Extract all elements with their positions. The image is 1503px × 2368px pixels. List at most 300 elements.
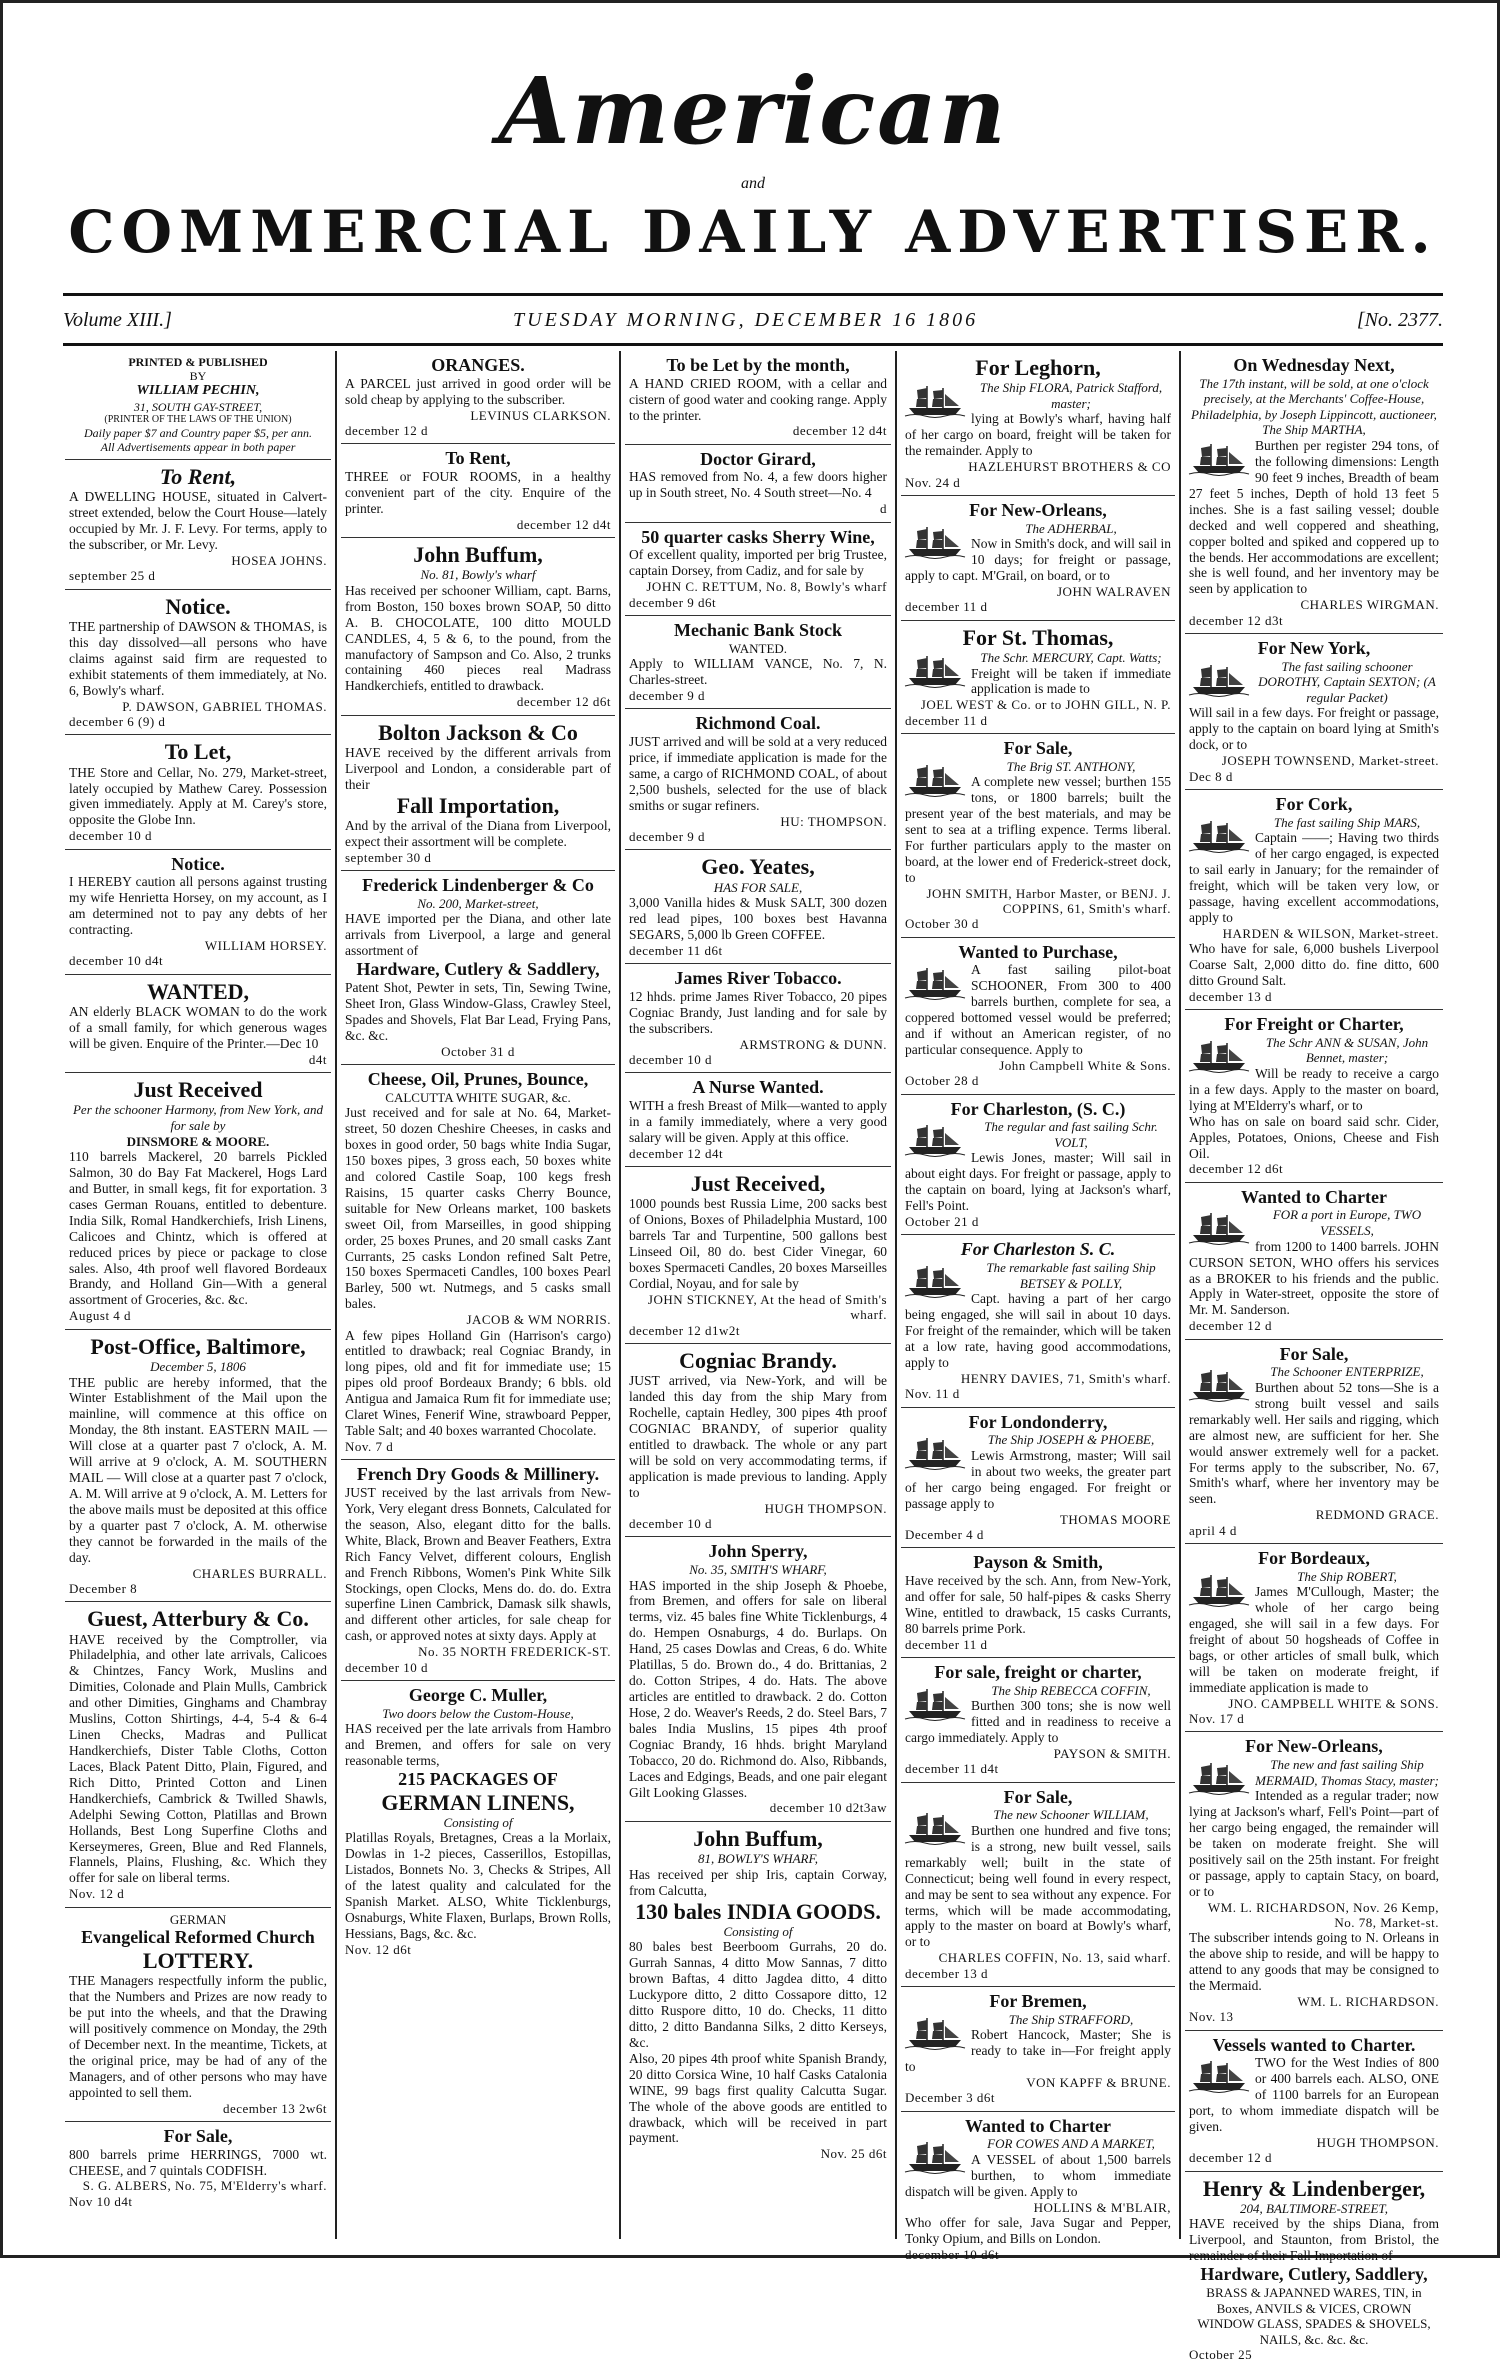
ad-body: Intended as a regular trader; now lying at Jackson's wharf, Fell's Point—part of her cargo being engaged, the remainder will be taken on moderate freight. She will positively sail on the 25th instant. For freight or passage, apply to captain Stacy, on board, or to — [1189, 1788, 1439, 1899]
ad-body: Now in Smith's dock, and will sail in 10 days; for freight or passage, apply to capt. M'Grail, on board, or to — [905, 536, 1171, 584]
ship-icon — [1189, 2057, 1249, 2093]
ad-subheading: The Ship FLORA, Patrick Stafford, master; — [979, 380, 1163, 411]
ad-subheading: The remarkable fast sailing Ship BETSEY & POLLY, — [986, 1260, 1156, 1291]
ad-date: december 10 d2t3aw — [769, 1800, 887, 1816]
advertisement — [65, 850, 331, 975]
ad-date: december 11 d4t — [905, 1761, 999, 1777]
ad-signature: P. DAWSON, GABRIEL THOMAS. — [122, 698, 327, 714]
advertisement — [625, 850, 891, 964]
ad-list: BRASS & JAPANNED WARES, TIN, in Boxes, ANVILS & VICES, CROWN WINDOW GLASS, SPADES & SHOVELS, NAILS, &c. &c. &c. — [1197, 2284, 1431, 2347]
ship-advertisement — [1185, 1340, 1443, 1544]
ad-heading: Doctor Girard, — [700, 448, 816, 469]
ad-heading: For Charleston S. C. — [960, 1239, 1116, 1260]
ad-body: 800 barrels prime HERRINGS, 7000 wt. CHEESE, and 7 quintals CODFISH. — [69, 2146, 327, 2178]
ad-heading: Just Received, — [690, 1171, 826, 1197]
volume-label: Volume XIII.] — [63, 309, 172, 331]
ad-date: October 30 d — [905, 916, 979, 932]
ad-heading: For Bremen, — [989, 1990, 1087, 2011]
ad-body: JUST arrived and will be sold at a very reduced price, if immediate application is made for the same, a cargo of RICHMOND COAL, of about 2,500 bushels, selected for the use of black smiths or sugar refiners. — [629, 733, 887, 813]
ad-heading: Henry & Lindenberger, — [1202, 2175, 1426, 2201]
ship-icon — [1189, 1571, 1249, 1607]
advertisement — [341, 444, 615, 538]
ship-advertisement — [901, 1783, 1175, 1987]
ad-body: THE Managers respectfully inform the public, that the Numbers and Prizes are now ready to be put into the wheels, and that the Drawing will positively commence on Monday, the 29th of December next. In the meantime, Tickets, at the original price, may be had of any of the Managers, and of other persons who may have appointed to sell them. — [69, 1973, 327, 2100]
ad-heading: For New-Orleans, — [1245, 1736, 1383, 1757]
ad-date: december 9 d — [629, 687, 706, 703]
ad-date: October 28 d — [905, 1073, 979, 1089]
ad-date: Nov. 11 d — [905, 1386, 960, 1402]
ad-date: October 31 d — [441, 1043, 515, 1059]
advertisement — [625, 964, 891, 1073]
ad-subheading: The ADHERBAL, — [1025, 520, 1117, 536]
advertisement — [65, 1908, 331, 2122]
advertisement — [65, 975, 331, 1073]
ad-heading: To be Let by the month, — [666, 355, 850, 375]
ad-body: Burthen one hundred and five tons; is a strong, new built vessel, sails remarkably well; built in the state of Connecticut; being well found in every respect, and may be sent to sea without any expence. For terms, which will be made accommodating, apply to the master on board at Bowly's wharf, or to — [905, 1822, 1171, 1950]
imprint-line: (PRINTER OF THE LAWS OF THE UNION) — [104, 413, 292, 425]
ad-body: Just received and for sale at No. 64, Market-street, 50 dozen Cheshire Cheeses, in casks and boxes in good order, 50 bags white India Sugar, 150 boxes pipes, 3 gross each, 50 boxes white and colored Castile Soap, 100 kegs fresh Raisins, 15 quarter casks Cherry Bounce, suitable for New Orleans market, 100 baskets sweet Oil, from Marseilles, in good shipping order, 25 boxes Prunes, and 20 small casks Zant Currants, 25 casks London refined Salt Petre, 150 boxes Spermaceti Candles, 100 boxes Pearl Barley, 500 wt. Nutmegs, and 5 casks small bales. — [345, 1105, 611, 1312]
ad-body: HAVE imported per the Diana, and other late arrivals from Liverpool, a large and general assortment of — [345, 911, 611, 959]
ad-heading: Notice. — [171, 853, 225, 874]
advertisement — [65, 2122, 331, 2214]
column-2 — [341, 351, 615, 2239]
ad-heading: For Londonderry, — [968, 1411, 1108, 1432]
ad-date: October 25 — [1189, 2347, 1253, 2363]
ad-body: James M'Cullough, Master; the whole of her cargo being engaged, she will sail in a few days. For freight of about 50 hogsheads of Coffee in bags, or other articles of small bulk, which will be taken on moderate freight, if immediate application is made to — [1189, 1584, 1439, 1695]
ad-body: THE Store and Cellar, No. 279, Market-street, lately occupied by Mathew Carey. Possession given immediately. Apply at M. Carey's store, opposite the Globe Inn. — [69, 764, 327, 828]
ad-subheading: The Schr. MERCURY, Capt. Watts; — [980, 649, 1162, 665]
ad-heading: GERMAN — [169, 1911, 227, 1927]
ad-body: Burthen about 52 tons—She is a strong built vessel and sails remarkably well. Her sails and rigging, which are almost new, are sufficient for her. She would answer extremely well for a packet. For terms apply to the subscriber, No. 67, Smith's wharf, where her inventory may be seen. — [1189, 1379, 1439, 1507]
masthead-and: and — [741, 175, 765, 192]
ad-date: October 21 d — [905, 1214, 979, 1230]
ship-advertisement — [1185, 1732, 1443, 2030]
ad-signature: CHARLES WIRGMAN. — [1300, 597, 1439, 613]
ad-heading: French Dry Goods & Millinery. — [356, 1464, 600, 1485]
ad-date: december 10 d6t — [905, 2246, 1000, 2262]
ad-signature: HU: THOMPSON. — [780, 813, 887, 829]
advertisement — [901, 1548, 1175, 1658]
ad-body: JUST arrived, via New-York, and will be landed this day from the ship Mary from Rochelle, captain Hedley, 300 pipes 4th proof COGNIAC BRANDY, of superior quality entitled to drawback. The whole or any part will be sold on very accommodating terms, if application is made previous to landing. Apply to — [629, 1373, 887, 1500]
ad-signature: HENRY DAVIES, 71, Smith's wharf. — [960, 1370, 1171, 1386]
ad-date: Nov. 7 d — [345, 1438, 394, 1454]
ad-body: THREE or FOUR ROOMS, in a healthy convenient part of the city. Enquire of the printer. — [345, 468, 611, 516]
ad-date: december 11 d — [905, 1636, 988, 1652]
ad-body: Lewis Jones, master; Will sail in about eight days. For freight or passage, apply to the captain on board, lying at Jackson's wharf, Fell's Point. — [905, 1150, 1171, 1214]
ship-icon — [905, 1434, 965, 1470]
ad-subheading: The Ship ROBERT, — [1297, 1568, 1397, 1584]
column-4 — [901, 351, 1175, 2262]
column-divider — [895, 351, 897, 2239]
ad-heading: Mechanic Bank Stock — [673, 619, 842, 640]
ad-signature: JOHN SMITH, Harbor Master, or BENJ. J. COPPINS, 61, Smith's wharf. — [926, 885, 1171, 917]
ad-date: december 10 d — [629, 1052, 713, 1067]
ad-date: december 11 d — [905, 712, 988, 728]
ad-signature: HAZLEHURST BROTHERS & CO — [968, 459, 1171, 475]
imprint-line: 31, SOUTH GAY-STREET, — [133, 399, 263, 414]
ad-heading: Wanted to Charter — [965, 2115, 1111, 2136]
ad-body: Will be ready to receive a cargo in a few days. Apply to the master on board, lying at M'Elderry's wharf, or to — [1189, 1065, 1439, 1113]
advertisement — [341, 1065, 615, 1460]
ad-body: A PARCEL just arrived in good order will be sold cheap by applying to the subscriber. — [345, 375, 611, 407]
advertisement — [341, 538, 615, 716]
ad-heading: 50 quarter casks Sherry Wine, — [641, 526, 875, 547]
ad-date: april 4 d — [1189, 1522, 1237, 1538]
ad-date: d — [880, 501, 887, 517]
column-divider — [335, 351, 337, 2239]
ad-signature: HOLLINS & M'BLAIR, — [1033, 2199, 1171, 2215]
ad-date: Nov. 25 d6t — [820, 2146, 887, 2162]
ad-date: december 10 d4t — [69, 953, 164, 969]
ad-heading: Richmond Coal. — [695, 713, 821, 734]
ad-subheading: The Ship STRAFFORD, — [1008, 2011, 1134, 2027]
ad-heading: James River Tobacco. — [674, 968, 842, 989]
ad-signature: CHARLES COFFIN, No. 13, said wharf. — [938, 1950, 1171, 1966]
ad-body: Who offer for sale, Java Sugar and Pepper, Tonky Opium, and Bills on London. — [905, 2215, 1171, 2246]
ad-date: september 30 d — [345, 849, 432, 865]
ad-date: December 8 — [69, 1580, 138, 1596]
ad-date: december 6 (9) d — [69, 713, 166, 729]
ad-date: december 12 d — [1189, 1318, 1273, 1334]
ad-heading: For Charleston, (S. C.) — [950, 1098, 1126, 1119]
ad-signature: HUGH THOMPSON. — [1316, 2134, 1439, 2150]
ship-advertisement — [901, 2112, 1175, 2268]
ad-body: Freight will be taken if immediate application is made to — [971, 665, 1171, 697]
ad-body: A few pipes Holland Gin (Harrison's cargo) entitled to drawback; real Cogniac Brandy, in long pipes, old and fit for immediate use; 15 pipes old proof Bordeaux Brandy; 6 bbls. old Antigua and Jamaica Rum fit for immediate use; Claret Wines, Fenerif Wine, strawboard Pepper, Table Salt; and 40 boxes warranted Chocolate. — [345, 1327, 611, 1439]
ship-advertisement — [1185, 790, 1443, 1010]
ad-body: The subscriber intends going to N. Orleans in the above ship to reside, and will be happy to attend to any goods that may be consigned to the Mermaid. — [1189, 1930, 1439, 1994]
ad-date: december 11 d6t — [629, 942, 723, 958]
ship-icon — [905, 2138, 965, 2174]
ad-subheading: FOR a port in Europe, TWO VESSELS, — [1272, 1207, 1422, 1239]
ad-list: Platillas Royals, Bretagnes, Creas a la Morlaix, Dowlas in 1-2 pieces, Casserillos, Estopillas, Listados, Bonnets No. 3, Checks & Stripes, All of the latest quality and calculated for the Spanish Market. ALSO, White Ticklenburgs, Osnaburgs, White Flaxen, Burlaps, Brown Rolls, Hessians, Bags, &c. &c. — [345, 1830, 611, 1942]
ad-subheading: WANTED. — [728, 640, 788, 656]
advertisement — [1185, 2172, 1443, 2368]
ad-subheading: The Brig ST. ANTHONY, — [1006, 758, 1136, 774]
ad-body: Will sail in a few days. For freight or passage, apply to the captain on board lying at Smith's dock, or to — [1189, 705, 1439, 753]
imprint-line: PRINTED & PUBLISHED — [128, 355, 268, 369]
ad-subheading: Per the schooner Harmony, from New York, and for sale by — [72, 1102, 323, 1133]
ad-heading: Hardware, Cutlery & Saddlery, — [356, 959, 600, 980]
ad-list: Patent Shot, Pewter in sets, Tin, Sewing Twine, Sheet Iron, Glass Window-Glass, Crawley Steel, Spades and Shovels, Flat Bar Lead, Frying Pans, &c. &c. — [345, 979, 611, 1043]
ad-body: AN elderly BLACK WOMAN to do the work of a small family, for which generous wages will be given. Enquire of the Printer.—Dec 10 — [69, 1003, 327, 1051]
ad-heading: To Rent, — [445, 448, 511, 469]
advertisement — [65, 735, 331, 849]
ad-heading: Guest, Atterbury & Co. — [87, 1606, 309, 1632]
advertisement — [65, 460, 331, 590]
ad-date: december 9 d — [629, 828, 706, 844]
ad-date: december 12 d — [1189, 2150, 1273, 2166]
imprint-line: BY — [189, 369, 207, 384]
ad-date: december 12 d4t — [792, 423, 887, 439]
ship-advertisement — [1185, 634, 1443, 790]
ad-signature: HARDEN & WILSON, Market-street. — [1222, 925, 1439, 941]
ship-icon — [905, 1685, 965, 1721]
ad-heading: To Rent, — [159, 464, 237, 490]
ad-signature: JOHN WALRAVEN — [1057, 583, 1171, 599]
ad-body: 110 barrels Mackerel, 20 barrels Pickled Salmon, 30 do Bay Fat Mackerel, Hogs Lard and Butter, in small kegs, fit for exportation. 3 cases German Rouans, entitled to debenture. India Silk, Romal Handkerchiefs, Irish Linens, Calicoes and Chintz, which is offered at reduced prices by piece or package to close sales. Also, 4th proof well flavored Bordeaux Brandy, and Holland Gin—With a general assortment of Groceries, &c. &c. — [69, 1149, 327, 1308]
ad-heading: Hardware, Cutlery, Saddlery, — [1200, 2264, 1428, 2285]
ad-heading: For Leghorn, — [975, 355, 1101, 380]
imprint — [65, 351, 331, 460]
ad-heading: GERMAN LINENS, — [381, 1789, 575, 1815]
ad-subheading: No. 35, SMITH'S WHARF, — [689, 1561, 827, 1577]
ad-signature: WILLIAM HORSEY. — [204, 937, 327, 953]
ship-icon — [905, 2014, 965, 2050]
ad-signature: No. 35 NORTH FREDERICK-ST. — [418, 1644, 611, 1660]
ad-signature: WM. L. RICHARDSON, Nov. 26 Kemp, No. 78, Market-st. — [1207, 1899, 1439, 1930]
ad-body: A fast sailing pilot-boat SCHOONER, From 300 to 400 barrels burthen, complete for sea, a coppered bottomed vessel would be preferred; and if without an American register, of no particular consequence. Apply to — [905, 962, 1171, 1058]
ad-heading: For sale, freight or charter, — [934, 1661, 1142, 1682]
ad-subheading: Two doors below the Custom-House, — [382, 1705, 574, 1721]
ad-heading: John Buffum, — [413, 541, 543, 567]
ad-date: Nov. 12 d — [69, 1886, 125, 1902]
ship-icon — [905, 382, 965, 418]
imprint-line: WILLIAM PECHIN, — [136, 383, 260, 399]
ad-body: Of excellent quality, imported per brig Trustee, captain Dorsey, from Cadiz, and for sale by — [629, 547, 887, 579]
column-3 — [625, 351, 891, 2239]
ad-heading: John Buffum, — [693, 1825, 823, 1851]
ad-heading: For Sale, — [163, 2125, 233, 2146]
ad-heading: Fall Importation, — [396, 792, 560, 818]
ship-advertisement — [901, 1987, 1175, 2112]
ad-signature: John Campbell White & Sons. — [999, 1057, 1171, 1073]
masthead-name: COMMERCIAL DAILY ADVERTISER. — [68, 198, 1438, 266]
ad-body: THE partnership of DAWSON & THOMAS, is this day dissolved—all persons who have claims against said firm are requested to exhibit statements of them immediately, at No. 6, Bowly's wharf. — [69, 619, 327, 698]
ad-body: HAVE received by the different arrivals from Liverpool and London, a considerable part of their — [345, 744, 611, 792]
column-divider — [1179, 351, 1181, 2239]
ship-advertisement — [1185, 1544, 1443, 1732]
ad-date: August 4 d — [69, 1308, 132, 1324]
ad-heading: Cogniac Brandy. — [679, 1347, 837, 1373]
advertisement — [65, 1330, 331, 1603]
ad-body: THE public are hereby informed, that the Winter Establishment of the Mail upon the mainline, will commence at this office on Monday, the 8th instant. EASTERN MAIL — Will close at a quarter past 7 o'clock, A. M. Will arrive at 9 o'clock, A. M. SOUTHERN MAIL — Will close at a quarter past 7 o'clock, A. M. Will arrive at 9 o'clock, A. M. Letters for the above mails must be deposited at this office by a quarter past 7 o'clock, A. M. otherwise they cannot be forwarded in the mails of the day. — [69, 1374, 327, 1565]
ad-date: december 13 2w6t — [222, 2100, 327, 2116]
ad-body: TWO for the West Indies of 800 or 400 barrels each. ALSO, ONE of 1100 barrels for an European port, to whom immediate dispatch will be given. — [1189, 2055, 1439, 2135]
advertisement — [625, 351, 891, 445]
ad-body: Has received per ship Iris, captain Corway, from Calcutta, — [629, 1866, 887, 1898]
advertisement — [625, 1537, 891, 1822]
ad-heading: For Freight or Charter, — [1224, 1014, 1404, 1035]
ship-icon — [1189, 1209, 1249, 1245]
ad-signature: JNO. CAMPBELL WHITE & SONS. — [1228, 1695, 1439, 1711]
ad-date: december 13 d — [905, 1965, 989, 1981]
ad-heading: WANTED, — [146, 978, 250, 1004]
ad-date: december 10 d — [629, 1515, 713, 1531]
masthead — [3, 3, 1503, 293]
ad-date: Dec 8 d — [1189, 768, 1233, 784]
ad-date: December 3 d6t — [905, 2090, 996, 2106]
ad-heading: Notice. — [165, 593, 231, 619]
ship-advertisement — [901, 938, 1175, 1095]
advertisement — [625, 616, 891, 709]
ad-date: december 11 d — [905, 599, 988, 615]
ad-subheading: No. 200, Market-street, — [417, 895, 539, 911]
ad-date: december 12 d4t — [629, 1145, 724, 1161]
ad-body: from 1200 to 1400 barrels. JOHN CURSON SETON, WHO offers his services as a BROKER to his friends and the public. Apply in Water-street, opposite the store of Mr. M. Sanderson. — [1189, 1238, 1439, 1318]
issue-number: [No. 2377. — [1356, 309, 1443, 331]
ad-heading: Evangelical Reformed Church — [81, 1927, 315, 1948]
ad-subheading: 81, BOWLY'S WHARF, — [697, 1851, 818, 1867]
ad-subheading: The Ship JOSEPH & PHOEBE, — [987, 1432, 1155, 1448]
ad-date: december 13 d — [1189, 988, 1273, 1004]
ad-body: HAVE received by the Comptroller, via Philadelphia, and other late arrivals, Calicoes & Chintzes, Fancy Work, Muslins and Dimities, Colonade and Plain Mulls, Cambrick and other Dimities, Ginghams and Chambray Muslins, Cotton Shirtings, 4-4, 5-4 & 6-4 Linen Checks, Madras and Pullicat Handkerchiefs, Dister Table Cloths, Cotton Laces, Black Patent Ditto, Plain, Figured, and Rich Ditto, Printed Cotton and Linen Handkerchiefs, Cambrick & Twilled Shawls, Adelphi Sewing Cotton, Platillas and Brown Hollands, Best Long Superfine Cloths and Kerseymeres, Green, Blue and Red Flannels, Flannels, Plains, Flushing, &c. Which they offer for sale on liberal terms. — [69, 1631, 327, 1886]
ad-date: december 12 d4t — [516, 516, 611, 532]
ad-heading: For Cork, — [1275, 793, 1353, 814]
ad-date: Nov. 24 d — [905, 474, 961, 490]
ad-body: 12 hhds. prime James River Tobacco, 20 pipes Cogniac Brandy, Just landing and for sale by the subscribers. — [629, 988, 887, 1036]
ship-icon — [905, 1809, 965, 1845]
ship-icon — [905, 964, 965, 1000]
ship-advertisement — [901, 734, 1175, 938]
ad-list: 80 bales best Beerboom Gurrahs, 20 do. Gurrah Sannas, 4 ditto Mow Sannas, 7 ditto brown Baftas, 4 ditto Jagdea ditto, 4 ditto Luckypore ditto, 2 ditto Cossapore ditto, 12 ditto Ruspore ditto, 10 do. Checks, 11 ditto ditto, 2 ditto Bandanna Silks, 2 ditto Kerseys, &c. — [629, 1939, 887, 2050]
masthead-rule-top — [63, 293, 1443, 296]
ad-heading: ORANGES. — [431, 355, 525, 375]
ad-subheading: The 17th instant, will be sold, at one o'clock precisely, at the Merchants' Coffee-House, Philadelphia, by Joseph Lippincott, auctioneer, The Ship MARTHA, — [1191, 375, 1437, 438]
masthead-rule-bottom — [63, 343, 1443, 346]
ad-date: september 25 d — [69, 568, 156, 584]
ad-subheading: The Ship REBECCA COFFIN, — [991, 1682, 1151, 1698]
ship-advertisement — [901, 1235, 1175, 1407]
dateline — [63, 303, 1443, 339]
ad-body: A HAND CRIED ROOM, with a cellar and cistern of good water and cooking range. Apply to the printer. — [629, 375, 887, 423]
advertisement — [625, 1822, 891, 2167]
ad-subheading: No. 81, Bowly's wharf — [420, 567, 536, 583]
ad-heading: LOTTERY. — [142, 1947, 254, 1973]
advertisement — [625, 709, 891, 850]
advertisement — [65, 590, 331, 736]
ad-signature: WM. L. RICHARDSON. — [1297, 1993, 1439, 2009]
ship-icon — [905, 652, 965, 688]
ad-signature: JOHN STICKNEY, At the head of Smith's wharf. — [647, 1291, 887, 1323]
ad-date: december 12 d1w2t — [629, 1322, 741, 1338]
ad-body: 1000 pounds best Russia Lime, 200 sacks best of Onions, Boxes of Philadelphia Mustard, 100 barrels Tar and Turpentine, 500 gallons best Linseed Oil, 80 do. best Cider Vinegar, 60 boxes Spermaceti Candles, 20 boxes Marseilles Cordial, Noyau, and for sale by — [629, 1196, 887, 1292]
ship-icon — [905, 761, 965, 797]
ad-date: december 10 d — [345, 1659, 429, 1675]
ad-heading: For Sale, — [1003, 1786, 1073, 1807]
ad-body: A DWELLING HOUSE, situated in Calvert-street extended, below the Court House—lately occupied by Mr. J. F. Levy. For terms, apply to the subscriber, or Mr. Levy. — [69, 489, 327, 553]
ad-signature: S. G. ALBERS, No. 75, M'Elderry's wharf. — [82, 2178, 327, 2194]
ad-subheading: The new and fast sailing Ship MERMAID, Thomas Stacy, master; — [1255, 1757, 1439, 1788]
ad-date: Nov. 13 — [1189, 2009, 1234, 2025]
ad-body: HAS received per the late arrivals from Hambro and Bremen, and offers for sale on very reasonable terms, — [345, 1721, 611, 1768]
ad-date: december 9 d6t — [629, 594, 717, 610]
ship-advertisement — [1185, 2031, 1443, 2172]
ship-icon — [905, 1262, 965, 1298]
ad-body: Burthen per register 294 tons, of the following dimensions: Length 90 feet 9 inches, Breadth of beam 27 feet 5 inches, Depth of hold 13 feet 5 inches. She is a fast sailing vessel; double decked and well coppered and sheathing, copper bolted and spiked and coppered up to the bends. Her accommodations are excellent; she is well found, and her inventory may be seen by application to — [1189, 438, 1439, 597]
ship-advertisement — [1185, 1183, 1443, 1340]
ad-body: And by the arrival of the Diana from Liverpool, expect their assortment will be complete. — [345, 818, 611, 849]
advertisement — [625, 445, 891, 523]
ad-heading: Just Received — [133, 1077, 263, 1103]
ad-body: JUST received by the last arrivals from New-York, Very elegant dress Bonnets, Calculated for the season, Also, elegant ditto for the balls. White, Black, Brown and Beaver Feathers, Extra Rich Fancy Velvet, different colours, English and French Ribbons, Women's Pink White Silk Stockings, open Clocks, Mens do. do. do. Extra superfine Linen Cambrick, Damask silk shawls, and different other articles, for sale cheap for cash, or approved notes at sixty days. Apply at — [345, 1484, 611, 1644]
ad-date: december 12 d — [345, 422, 429, 438]
ad-subheading: FOR COWES AND A MARKET, — [987, 2136, 1155, 2152]
ad-subheading: HAS FOR SALE, — [713, 879, 803, 895]
ad-heading: George C. Muller, — [408, 1684, 548, 1705]
ship-advertisement — [1185, 1010, 1443, 1183]
ship-icon — [1189, 1037, 1249, 1073]
ad-heading: For Sale, — [1003, 738, 1073, 758]
ad-signature: HOSEA JOHNS. — [231, 553, 327, 569]
ad-subheading: The Schooner ENTERPRIZE, — [1270, 1364, 1424, 1380]
advertisement — [341, 1460, 615, 1681]
ad-heading: Cheese, Oil, Prunes, Bounce, — [367, 1068, 589, 1089]
ad-date: December 4 d — [905, 1526, 984, 1542]
ad-signature: JOHN C. RETTUM, No. 8, Bowly's wharf — [646, 579, 887, 595]
ad-date: december 12 d6t — [1189, 1161, 1284, 1177]
ad-heading: For St. Thomas, — [962, 624, 1114, 650]
ad-heading: 130 bales INDIA GOODS. — [635, 1898, 881, 1924]
ad-heading: Vessels wanted to Charter. — [1212, 2034, 1416, 2055]
advertisement — [65, 1073, 331, 1330]
ship-advertisement — [901, 1658, 1175, 1783]
ad-date: december 10 d — [69, 828, 153, 844]
ad-body: Has received per schooner William, capt. Barns, from Boston, 150 boxes brown SOAP, 50 ditto A. B. CHOCOLATE, 100 ditto MOULD CANDLES, 4, 5 & 6, to the pound, from the manufactory of Sampson and Co. Also, 2 trunks containing 460 pieces real Madrass Handkerchiefs, entitled to drawback. — [345, 582, 611, 694]
ship-advertisement — [1185, 351, 1443, 634]
advertisement — [65, 1602, 331, 1907]
ad-heading: Bolton Jackson & Co — [378, 719, 578, 745]
ad-heading: Wanted to Purchase, — [958, 941, 1118, 962]
ad-body: HAS removed from No. 4, a few doors higher up in South street, No. 4 South street—No. 4 — [629, 469, 887, 501]
ship-advertisement — [901, 621, 1175, 734]
ad-subheading: Consisting of — [443, 1814, 513, 1830]
ad-heading: Geo. Yeates, — [701, 854, 815, 880]
ad-body: HAVE received by the ships Diana, from Liverpool, and Staunton, from Bristol, the remainder of their Fall Importation of — [1189, 2216, 1439, 2264]
ad-body: 3,000 Vanilla hides & Musk SALT, 300 dozen red lead pipes, 100 boxes best Havanna SEGARS, 5,000 lb Green COFFEE. — [629, 895, 887, 942]
ad-heading: For Bordeaux, — [1258, 1547, 1370, 1568]
ship-advertisement — [901, 496, 1175, 621]
ship-icon — [905, 1121, 965, 1157]
imprint-line: All Advertisements appear in both paper — [100, 439, 296, 454]
advertisement — [625, 523, 891, 616]
ad-signature: CHARLES BURRALL. — [192, 1565, 327, 1581]
ad-signature: LEVINUS CLARKSON. — [470, 407, 611, 423]
ad-heading: Wanted to Charter — [1241, 1186, 1387, 1207]
ad-body: Also, 20 pipes 4th proof white Spanish Brandy, 20 ditto Corsica Wine, 10 half Casks Catalonia WINE, 99 bags first quality Calcutta Sugar. The whole of the above goods are entitled to drawback, which will be received in part payment. — [629, 2050, 887, 2146]
ad-heading: On Wednesday Next, — [1233, 355, 1395, 375]
ad-signature: JOSEPH TOWNSEND, Market-street. — [1221, 753, 1439, 769]
ship-icon — [905, 523, 965, 559]
ad-date: Nov 10 d4t — [69, 2193, 133, 2209]
ad-date: december 12 d6t — [516, 694, 611, 710]
ad-body: Captain ——; Having two thirds of her cargo engaged, is expected to sail early in January; for the remainder of freight, which will be taken very low, or passage, having excellent accommodations, apply to — [1189, 830, 1439, 925]
ad-body: Lewis Armstrong, master; Will sail in about two weeks, the greater part of her cargo being engaged. For freight or passage apply to — [905, 1447, 1171, 1511]
ad-date: Nov. 12 d6t — [345, 1941, 412, 1957]
ship-icon — [1189, 440, 1249, 476]
ad-body: Robert Hancock, Master; She is ready to take in—For freight apply to — [905, 2027, 1171, 2075]
ad-signature: ARMSTRONG & DUNN. — [739, 1036, 887, 1052]
issue-date: TUESDAY MORNING, DECEMBER 16 1806 — [513, 309, 979, 331]
ad-heading: 215 PACKAGES OF — [398, 1768, 558, 1789]
ship-icon — [1189, 661, 1249, 697]
ad-signature: JACOB & WM NORRIS. — [466, 1312, 611, 1328]
ship-icon — [1189, 1366, 1249, 1402]
ad-body: Have received by the sch. Ann, from New-York, and offer for sale, 50 half-pipes & casks Sherry Wine, entitled to drawback, 15 casks Currants, 80 barrels prime Pork. — [905, 1572, 1171, 1636]
ship-advertisement — [901, 1408, 1175, 1549]
ship-advertisement — [901, 1095, 1175, 1236]
ad-body: A VESSEL of about 1,500 barrels burthen, to whom immediate dispatch will be given. Apply to — [905, 2151, 1171, 2199]
advertisement — [625, 1073, 891, 1167]
ad-heading: For New-Orleans, — [969, 499, 1107, 520]
ship-icon — [1189, 817, 1249, 853]
ad-subheading: December 5, 1806 — [150, 1358, 246, 1374]
ad-body: HAS imported in the ship Joseph & Phoebe, from Bremen, and offers for sale on liberal terms, viz. 45 bales fine White Ticklenburgs, 4 do. Hempen Osnaburgs, 4 do. Burlaps. On Hand, 25 cases Dowlas and Creas, 6 do. White Platillas, 5 do. Brown do., 4 do. Brittanias, 2 do. Cotton Stripes, 4 do. Hats. The above articles are entitled to drawback. 2 do. Cotton Hose, 2 do. Weaver's Reeds, 2 do. Steel Bars, 7 bales India Muslins, 15 pipes 4th proof Cogniac Brandy, 16 hhds. bright Maryland Tobacco, 20 do. Richmond do. Also, Ribbands, Laces and Edgings, Beads, and one pair elegant Gilt Looking Glasses. — [629, 1577, 887, 1800]
ad-signature: JOEL WEST & Co. or to JOHN GILL, N. P. — [920, 697, 1171, 713]
ad-body: Capt. having a part of her cargo being engaged, she will sail in about 10 days. For freight of the remainder, which will be taken at a low rate, having good accommodations, apply to — [905, 1291, 1171, 1371]
ad-heading: To Let, — [164, 739, 232, 765]
masthead-script-title: American — [498, 57, 1008, 165]
